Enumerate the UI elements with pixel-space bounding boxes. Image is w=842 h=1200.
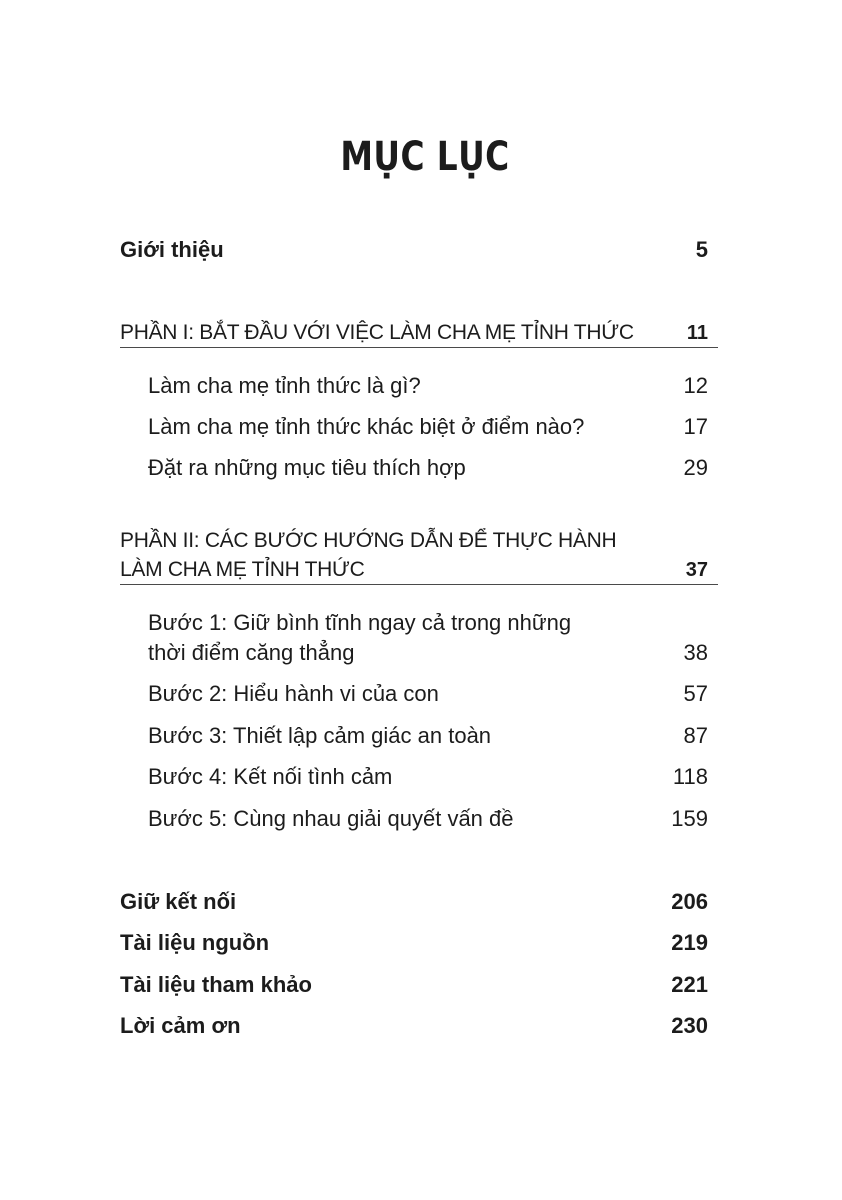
toc-part-label-line2: LÀM CHA MẸ TỈNH THỨC: [120, 558, 365, 581]
toc-entry-page: 118: [672, 764, 708, 789]
toc-entry-label: Bước 4: Kết nối tình cảm: [148, 764, 393, 789]
toc-entry[interactable]: [120, 804, 708, 834]
toc-entry-label: Tài liệu nguồn: [120, 930, 270, 955]
toc-entry-end[interactable]: [120, 970, 708, 1000]
toc-entry[interactable]: [120, 608, 708, 638]
toc-entry-end[interactable]: [120, 928, 708, 958]
toc-entry-label: Đặt ra những mục tiêu thích hợp: [148, 455, 466, 480]
toc-entry[interactable]: [120, 721, 708, 751]
toc-entry-end[interactable]: [120, 1011, 708, 1041]
toc-entry[interactable]: [120, 412, 708, 442]
page-title: MỤC LỤC: [340, 134, 510, 180]
toc-entry-page: 5: [695, 237, 708, 262]
toc-entry-page: 12: [683, 373, 708, 398]
toc-entry-label: Bước 5: Cùng nhau giải quyết vấn đề: [148, 806, 514, 831]
toc-entry-label: Làm cha mẹ tỉnh thức là gì?: [148, 373, 421, 398]
toc-entry-page: 221: [671, 972, 708, 997]
toc-part-1[interactable]: [120, 318, 718, 348]
toc-entry-end[interactable]: [120, 887, 708, 917]
toc-entry-label: Bước 3: Thiết lập cảm giác an toàn: [148, 723, 492, 748]
toc-entry-page: 206: [671, 889, 708, 914]
toc-entry-page: 38: [683, 640, 708, 665]
toc-part-page: 37: [685, 559, 708, 581]
toc-entry-page: 159: [671, 806, 708, 831]
toc-entry-page: 29: [683, 455, 708, 480]
toc-entry-label: Giới thiệu: [120, 237, 224, 262]
toc-entry-label: Bước 2: Hiểu hành vi của con: [148, 681, 439, 706]
toc-entry-label: Làm cha mẹ tỉnh thức khác biệt ở điểm nào?: [148, 414, 585, 439]
toc-part-label-line1: PHẦN II: CÁC BƯỚC HƯỚNG DẪN ĐỂ THỰC HÀNH: [120, 529, 617, 552]
toc-entry-label-line1: Bước 1: Giữ bình tĩnh ngay cả trong những: [148, 610, 572, 635]
toc-entry-label: Lời cảm ơn: [120, 1013, 241, 1038]
toc-entry-page: 230: [671, 1013, 708, 1038]
toc-part-2-line2[interactable]: [120, 555, 718, 585]
toc-entry-label: Giữ kết nối: [120, 889, 237, 914]
part-divider: [120, 347, 718, 348]
toc-part-label: PHẦN I: BẮT ĐẦU VỚI VIỆC LÀM CHA MẸ TỈNH THỨC: [120, 321, 634, 344]
toc-entry-intro[interactable]: [120, 235, 708, 265]
toc-entry-page: 219: [671, 930, 708, 955]
toc-entry-page: 87: [683, 723, 708, 748]
toc-part-page: 11: [686, 322, 708, 344]
toc-entry-label: Tài liệu tham khảo: [120, 972, 312, 997]
toc-entry[interactable]: [120, 371, 708, 401]
part-divider: [120, 584, 718, 585]
toc-entry-page: 57: [683, 681, 708, 706]
toc-entry-page: 17: [683, 414, 708, 439]
toc-entry-line2[interactable]: [120, 638, 708, 668]
toc-entry[interactable]: [120, 679, 708, 709]
toc-part-2[interactable]: [120, 526, 718, 556]
toc-entry[interactable]: [120, 453, 708, 483]
toc-entry-label-line2: thời điểm căng thẳng: [148, 640, 355, 665]
toc-entry[interactable]: [120, 762, 708, 792]
